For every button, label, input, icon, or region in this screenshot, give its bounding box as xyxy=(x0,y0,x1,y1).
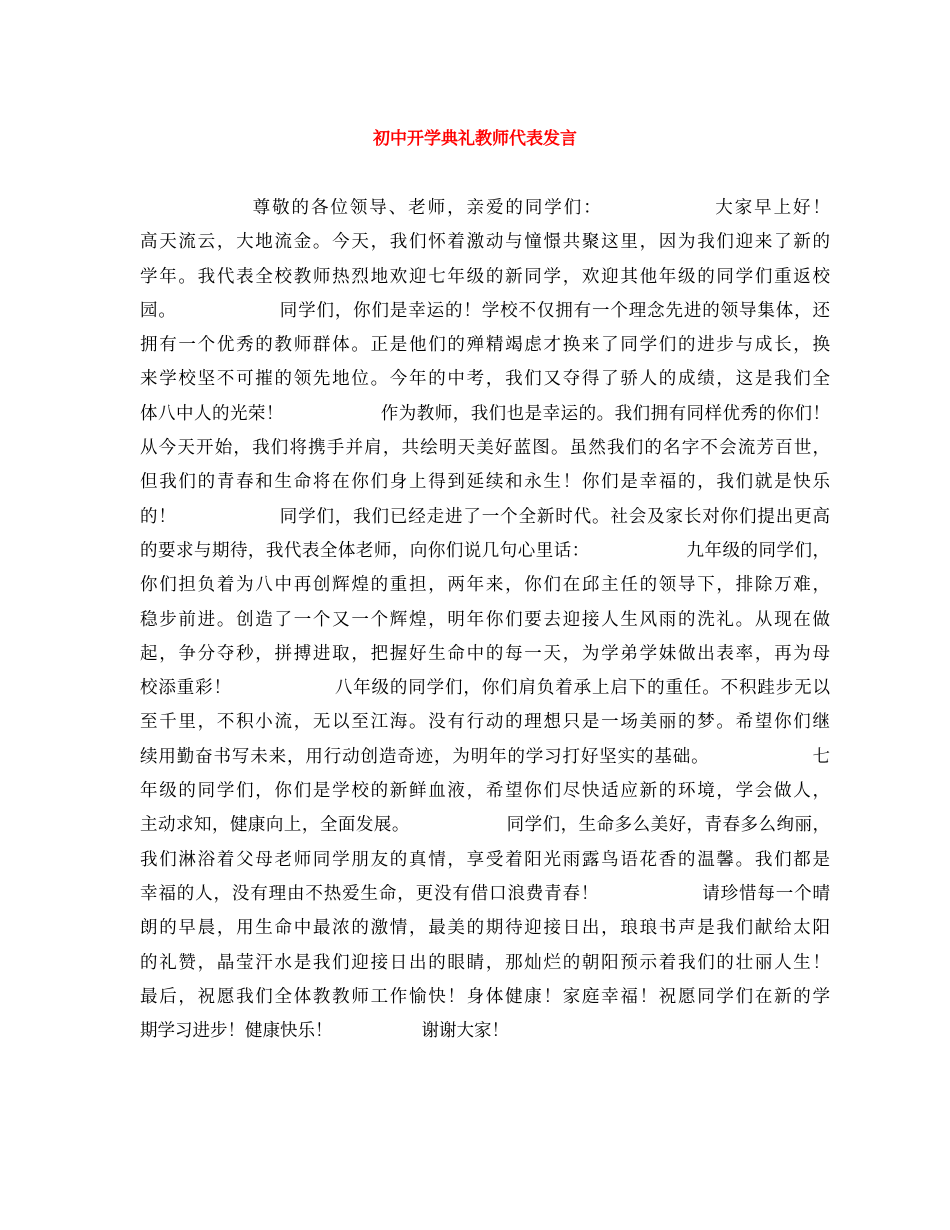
body-line: 的要求与期待，我代表全体老师，向你们说几句心里话： 九年级的同学们， xyxy=(140,540,830,561)
body-line: 来学校坚不可摧的领先地位。今年的中考，我们又夺得了骄人的成绩，这是我们全 xyxy=(140,369,830,390)
body-line: 校添重彩！ 八年级的同学们，你们肩负着承上启下的重任。不积跬步无以 xyxy=(140,678,830,699)
body-line: 至千里，不积小流，无以至江海。没有行动的理想只是一场美丽的梦。希望你们继 xyxy=(140,712,830,733)
body-line: 的！ 同学们，我们已经走进了一个全新时代。社会及家长对你们提出更高 xyxy=(140,506,830,527)
body-line: 年级的同学们，你们是学校的新鲜血液，希望你们尽快适应新的环境，学会做人， xyxy=(140,781,830,802)
body-line: 的礼赞，晶莹汗水是我们迎接日出的眼睛，那灿烂的朝阳预示着我们的壮丽人生！ xyxy=(140,952,830,973)
body-line: 起，争分夺秒，拼搏进取，把握好生命中的每一天，为学弟学妹做出表率，再为母 xyxy=(140,643,830,664)
body-line: 高天流云，大地流金。今天，我们怀着激动与憧憬共聚这里，因为我们迎来了新的 xyxy=(140,232,830,253)
document-body xyxy=(140,191,830,1048)
body-line: 从今天开始，我们将携手并肩，共绘明天美好蓝图。虽然我们的名字不会流芳百世， xyxy=(140,438,830,459)
body-line: 拥有一个优秀的教师群体。正是他们的殚精竭虑才换来了同学们的进步与成长，换 xyxy=(140,335,830,356)
body-line: 幸福的人，没有理由不热爱生命，更没有借口浪费青春！ 请珍惜每一个晴 xyxy=(140,883,830,904)
body-line: 园。 同学们，你们是幸运的！学校不仅拥有一个理念先进的领导集体，还 xyxy=(140,300,830,321)
body-line: 我们淋浴着父母老师同学朋友的真情，享受着阳光雨露鸟语花香的温馨。我们都是 xyxy=(140,849,830,870)
body-line: 朗的早晨，用生命中最浓的激情，最美的期待迎接日出，琅琅书声是我们献给太阳 xyxy=(140,918,830,939)
body-line: 最后，祝愿我们全体教教师工作愉快！身体健康！家庭幸福！祝愿同学们在新的学 xyxy=(140,986,830,1007)
body-line: 体八中人的光荣！ 作为教师，我们也是幸运的。我们拥有同样优秀的你们！ xyxy=(140,403,830,424)
body-line: 续用勤奋书写未来，用行动创造奇迹，为明年的学习打好坚实的基础。 七 xyxy=(140,746,830,767)
body-line: 主动求知，健康向上，全面发展。 同学们，生命多么美好，青春多么绚丽， xyxy=(140,815,830,836)
body-line: 但我们的青春和生命将在你们身上得到延续和永生！你们是幸福的，我们就是快乐 xyxy=(140,472,830,493)
body-line: 学年。我代表全校教师热烈地欢迎七年级的新同学，欢迎其他年级的同学们重返校 xyxy=(140,266,830,287)
body-line: 期学习进步！健康快乐！ 谢谢大家！ xyxy=(140,1021,510,1042)
body-line: 稳步前进。创造了一个又一个辉煌，明年你们要去迎接人生风雨的洗礼。从现在做 xyxy=(140,609,830,630)
body-line: 尊敬的各位领导、老师，亲爱的同学们： 大家早上好！ xyxy=(140,198,830,218)
body-line: 你们担负着为八中再创辉煌的重担，两年来，你们在邱主任的领导下，排除万难， xyxy=(140,575,830,596)
document-title: 初中开学典礼教师代表发言 xyxy=(373,129,577,149)
